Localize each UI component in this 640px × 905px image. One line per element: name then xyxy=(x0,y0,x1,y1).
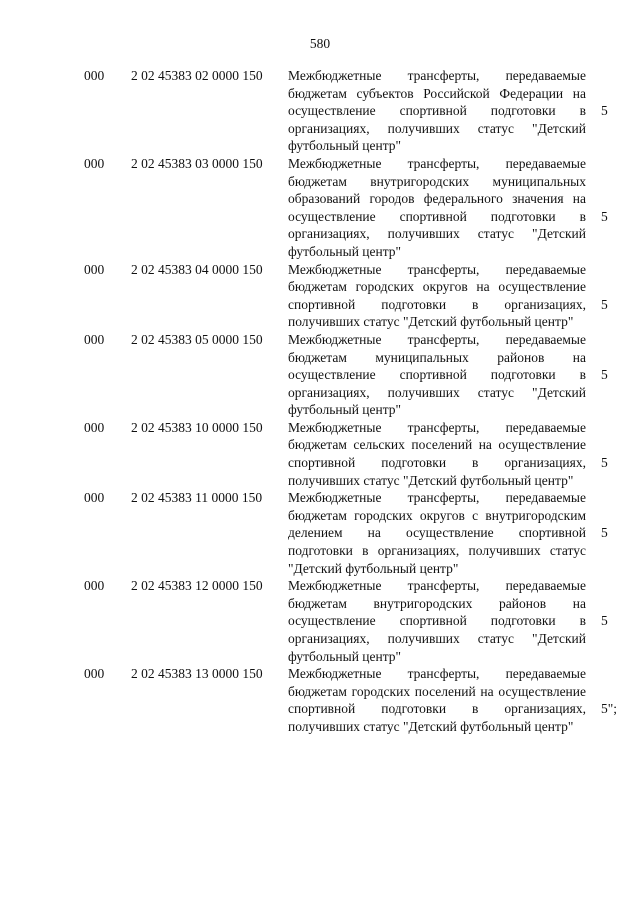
table-row xyxy=(0,155,640,261)
admin-code: 000 xyxy=(84,490,105,506)
standard-value: 5 xyxy=(601,455,608,471)
standard-value: 5"; xyxy=(601,701,618,717)
classification-code: 2 02 45383 04 0000 150 xyxy=(131,261,263,277)
income-name: Межбюджетные трансферты, передаваемые бюджетам внутригородских районов на осуществление спортивной подготовки в организациях, получивших статус "Детский футбольный центр" xyxy=(288,578,586,664)
income-name: Межбюджетные трансферты, передаваемые бюджетам внутригородских муниципальных образований городов федерального значения на осуществление спортивной подготовки в организациях, получивших статус "Детский футбольный центр" xyxy=(288,155,586,259)
classification-code: 2 02 45383 02 0000 150 xyxy=(131,68,263,83)
table-row xyxy=(0,67,640,155)
table-row xyxy=(0,577,640,665)
table-row xyxy=(0,419,640,489)
income-name: Межбюджетные трансферты, передаваемые бюджетам городских округов с внутригородским делением на осуществление спортивной подготовки в организациях, получивших статус "Детский футбольный центр" xyxy=(288,490,586,576)
classification-code: 2 02 45383 12 0000 150 xyxy=(131,578,263,594)
admin-code: 000 xyxy=(84,666,105,682)
classification-code: 2 02 45383 13 0000 150 xyxy=(131,666,263,682)
standard-value: 5 xyxy=(601,367,608,383)
admin-code: 000 xyxy=(84,68,105,83)
income-name: Межбюджетные трансферты, передаваемые бюджетам субъектов Российской Федерации на осуществление спортивной подготовки в организациях, получивших статус "Детский футбольный центр" xyxy=(288,68,586,154)
classification-code: 2 02 45383 10 0000 150 xyxy=(131,419,263,435)
admin-code: 000 xyxy=(84,578,105,594)
table-row xyxy=(0,261,640,331)
income-name: Межбюджетные трансферты, передаваемые бюджетам муниципальных районов на осуществление спортивной подготовки в организациях, получивших статус "Детский футбольный центр" xyxy=(288,331,586,418)
classification-code: 2 02 45383 05 0000 150 xyxy=(131,331,263,347)
admin-code: 000 xyxy=(84,331,105,347)
income-name: Межбюджетные трансферты, передаваемые бюджетам городских поселений на осуществление спортивной подготовки в организациях, получивших статус "Детский футбольный центр" xyxy=(288,666,586,734)
income-name: Межбюджетные трансферты, передаваемые бюджетам городских округов на осуществление спортивной подготовки в организациях, получивших статус "Детский футбольный центр" xyxy=(288,261,586,330)
admin-code: 000 xyxy=(84,419,105,435)
standard-value: 5 xyxy=(601,525,608,541)
standard-value: 5 xyxy=(601,296,608,312)
classification-code: 2 02 45383 11 0000 150 xyxy=(131,490,263,506)
standard-value: 5 xyxy=(601,208,608,224)
standard-value: 5 xyxy=(601,103,608,119)
page-number: 580 xyxy=(309,36,331,51)
classification-code: 2 02 45383 03 0000 150 xyxy=(131,155,263,171)
table-row xyxy=(0,665,640,735)
income-name: Межбюджетные трансферты, передаваемые бюджетам сельских поселений на осуществление спортивной подготовки в организациях, получивших статус "Детский футбольный центр" xyxy=(288,419,586,488)
standard-value: 5 xyxy=(601,613,608,629)
admin-code: 000 xyxy=(84,261,105,277)
budget-classification-table xyxy=(0,67,640,736)
admin-code: 000 xyxy=(84,155,105,171)
table-row xyxy=(0,331,640,419)
table-row xyxy=(0,489,640,577)
